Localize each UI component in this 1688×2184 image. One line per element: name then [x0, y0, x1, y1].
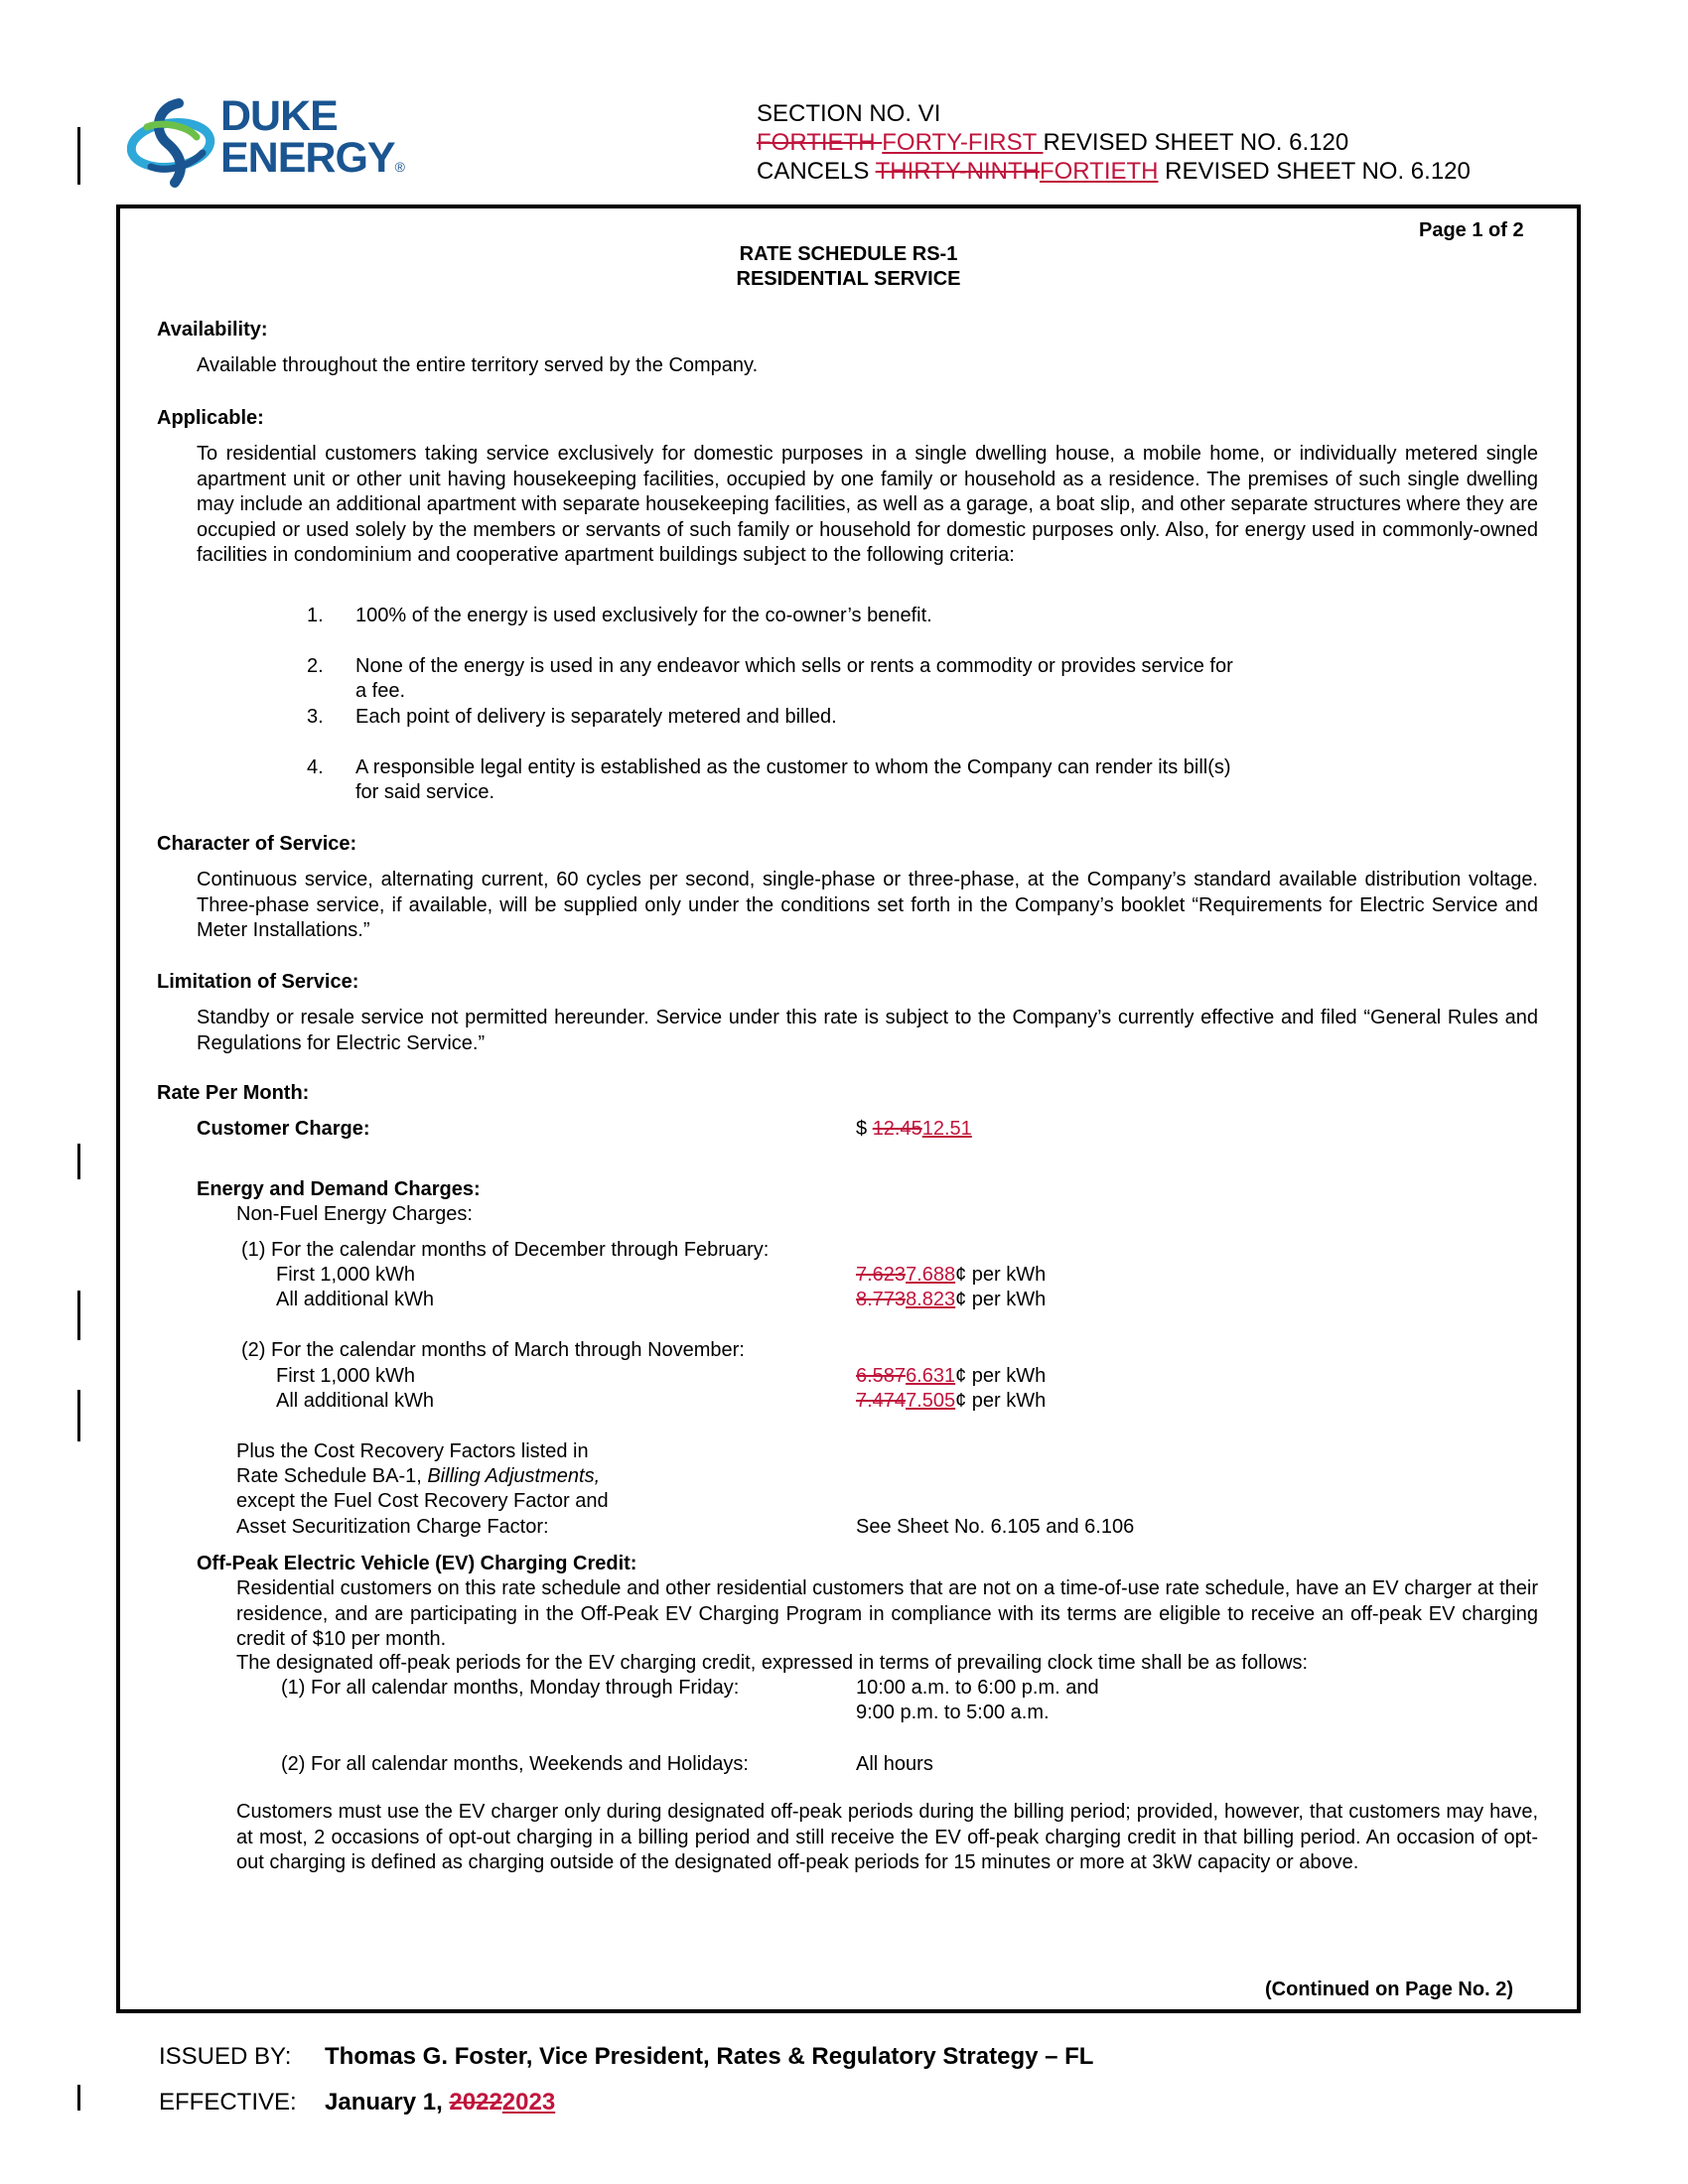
winter-first-deleted: 7.623	[856, 1264, 907, 1286]
effective-value	[325, 2089, 555, 2116]
winter-additional-rate	[856, 1288, 1046, 1312]
ev-text: Residential customers on this rate schedule and other residential customers that are not on a time-of-use rate schedule, have an EV charger at their residence, and are participating in the Off-Peak EV Charging Program in compliance with its terms are eligible to receive an off-peak EV charging credit of $10 per month.	[236, 1577, 1538, 1650]
criteria-number-1: 1.	[307, 605, 324, 626]
summer-first-rate	[856, 1364, 1046, 1389]
winter-additional-deleted: 8.773	[856, 1289, 907, 1310]
schedule-title: RATE SCHEDULE RS-1	[739, 243, 958, 265]
revised-sheet-text: REVISED SHEET NO. 6.120	[1043, 129, 1349, 156]
ev-customers-text: Customers must use the EV charger only during designated off-peak periods during the billing period; provided, however, that customers may have, at most, 2 occasions of opt-out charging in a billing period and still receive the EV off-peak charging credit in that billing period. An occasion of opt-out charging is defined as charging outside of the designated off-peak periods for 15 minutes or more at 3kW capacity or above.	[236, 1801, 1538, 1873]
logo-word-energy	[220, 134, 404, 188]
change-bar-winter-rates	[77, 1291, 80, 1340]
customer-charge-inserted: 12.51	[921, 1118, 972, 1140]
criteria-text-1: 100% of the energy is used exclusively for the co-owner’s benefit.	[355, 605, 932, 626]
cancels-text: REVISED SHEET NO. 6.120	[1158, 158, 1471, 185]
revised-sheet-inserted: FORTY-FIRST	[882, 129, 1044, 156]
summer-additional-unit: ¢ per kWh	[955, 1390, 1047, 1412]
customer-charge-deleted: 12.45	[872, 1118, 922, 1140]
customer-charge-value	[856, 1117, 972, 1142]
logo-word-energy-text: ENERGY	[220, 134, 395, 182]
character-text: Continuous service, alternating current, 60 cycles per second, single-phase or three-phase, at the Company’s standard available distribution voltage. Three-phase service, if available, will be supplied only under the conditions set forth in the Company’s booklet “Requirements for Electric Service and Meter Installations.”	[197, 869, 1538, 941]
plus-line-2	[236, 1464, 600, 1489]
change-bar-customer-charge	[77, 1144, 80, 1179]
rate-heading: Rate Per Month:	[157, 1082, 310, 1104]
criteria-text-2: None of the energy is used in any endeavor which sells or rents a commodity or provides service for	[355, 655, 1233, 677]
ev-period-1-value-2: 9:00 p.m. to 5:00 a.m.	[856, 1702, 1050, 1723]
summer-first-label: First 1,000 kWh	[276, 1365, 416, 1387]
energy-heading: Energy and Demand Charges:	[197, 1178, 481, 1200]
ev-periods-intro: The designated off-peak periods for the EV charging credit, expressed in terms of prevailing clock time shall be as follows:	[236, 1652, 1309, 1674]
customer-charge-currency: $	[856, 1118, 873, 1140]
see-sheet-reference: See Sheet No. 6.105 and 6.106	[856, 1516, 1135, 1538]
criteria-text-4-cont: for said service.	[355, 781, 495, 803]
logo-wordmark	[220, 92, 404, 188]
logo-word-duke: DUKE	[220, 92, 338, 140]
criteria-number-3: 3.	[307, 706, 324, 728]
customer-charge-label: Customer Charge:	[197, 1118, 370, 1140]
criteria-text-2-cont: a fee.	[355, 680, 406, 702]
winter-additional-unit: ¢ per kWh	[955, 1289, 1047, 1310]
criteria-number-2: 2.	[307, 655, 324, 677]
limitation-heading: Limitation of Service:	[157, 971, 359, 993]
effective-label: EFFECTIVE:	[159, 2089, 297, 2116]
character-heading: Character of Service:	[157, 833, 357, 855]
availability-heading: Availability:	[157, 319, 268, 341]
page-number: Page 1 of 2	[1419, 219, 1524, 241]
issued-by-value: Thomas G. Foster, Vice President, Rates & Regulatory Strategy – FL	[325, 2043, 1094, 2070]
logo-registered-mark: ®	[394, 159, 404, 175]
summer-additional-inserted: 7.505	[906, 1390, 956, 1412]
effective-year-deleted: 2022	[449, 2089, 502, 2116]
cancels-prefix: CANCELS	[757, 158, 876, 185]
winter-first-unit: ¢ per kWh	[955, 1264, 1047, 1286]
change-bar-header	[77, 127, 80, 185]
ev-period-2-label: (2) For all calendar months, Weekends and Holidays:	[281, 1753, 749, 1775]
applicable-text: To residential customers taking service exclusively for domestic purposes in a single dwelling house, a mobile home, or individually metered single apartment unit or other unit having housekeeping facilities, occupied by one family or household as a residence. The premises of such single dwelling may include an additional apartment with separate housekeeping facilities, as well as a garage, a boat slip, and other separate structures where they are occupied or used solely by the members or servants of such family or household for domestic purposes only. Also, for energy used in commonly-owned facilities in condominium and cooperative apartment buildings subject to the following criteria:	[197, 443, 1538, 566]
rate-schedule-box	[116, 205, 1581, 2013]
issued-by-label: ISSUED BY:	[159, 2043, 292, 2070]
summer-period-label: (2) For the calendar months of March through November:	[241, 1339, 745, 1361]
ev-period-1-label: (1) For all calendar months, Monday through Friday:	[281, 1677, 740, 1699]
limitation-text: Standby or resale service not permitted hereunder. Service under this rate is subject to the Company’s currently effective and filed “General Rules and Regulations for Electric Service.”	[197, 1007, 1538, 1054]
change-bar-effective	[77, 2085, 80, 2111]
revised-sheet-line	[757, 128, 1471, 157]
summer-additional-label: All additional kWh	[276, 1390, 434, 1412]
winter-period-label: (1) For the calendar months of December through February:	[241, 1239, 770, 1261]
winter-first-rate	[856, 1263, 1046, 1288]
winter-first-label: First 1,000 kWh	[276, 1264, 416, 1286]
effective-date-prefix: January 1,	[325, 2089, 450, 2116]
summer-first-inserted: 6.631	[906, 1365, 956, 1387]
winter-additional-label: All additional kWh	[276, 1289, 434, 1310]
summer-first-deleted: 6.587	[856, 1365, 907, 1387]
plus-line-1: Plus the Cost Recovery Factors listed in	[236, 1440, 589, 1462]
criteria-number-4: 4.	[307, 756, 324, 778]
cancels-line	[757, 157, 1471, 186]
ev-period-2-value: All hours	[856, 1753, 933, 1775]
cancels-inserted: FORTIETH	[1039, 158, 1159, 185]
duke-energy-logo	[127, 92, 425, 195]
section-number: SECTION NO. VI	[757, 100, 941, 127]
nonfuel-label: Non-Fuel Energy Charges:	[236, 1203, 473, 1225]
plus-line-4: Asset Securitization Charge Factor:	[236, 1516, 549, 1538]
ev-period-1-value-1: 10:00 a.m. to 6:00 p.m. and	[856, 1677, 1099, 1699]
plus-line-3: except the Fuel Cost Recovery Factor and	[236, 1490, 609, 1512]
cancels-deleted: THIRTY-NINTH	[875, 158, 1040, 185]
criteria-text-3: Each point of delivery is separately metered and billed.	[355, 706, 837, 728]
revised-sheet-deleted: FORTIETH	[757, 129, 883, 156]
billing-adjustments-italic: Billing Adjustments,	[427, 1465, 601, 1487]
winter-additional-inserted: 8.823	[906, 1289, 956, 1310]
change-bar-summer-rates	[77, 1390, 80, 1441]
availability-text: Available throughout the entire territory served by the Company.	[197, 354, 759, 376]
effective-year-inserted: 2023	[501, 2089, 556, 2116]
summer-additional-rate	[856, 1389, 1046, 1414]
applicable-heading: Applicable:	[157, 407, 264, 429]
schedule-subtitle: RESIDENTIAL SERVICE	[736, 268, 961, 290]
summer-additional-deleted: 7.474	[856, 1390, 907, 1412]
ev-heading: Off-Peak Electric Vehicle (EV) Charging Credit:	[197, 1553, 637, 1574]
criteria-text-4: A responsible legal entity is established as the customer to whom the Company can render its bill(s)	[355, 756, 1231, 778]
continued-note: (Continued on Page No. 2)	[1265, 1979, 1513, 2000]
summer-first-unit: ¢ per kWh	[955, 1365, 1047, 1387]
winter-first-inserted: 7.688	[906, 1264, 956, 1286]
sheet-header	[757, 99, 1471, 186]
logo-swirl-icon	[127, 97, 216, 189]
plus-line-2-text: Rate Schedule BA-1,	[236, 1465, 428, 1487]
